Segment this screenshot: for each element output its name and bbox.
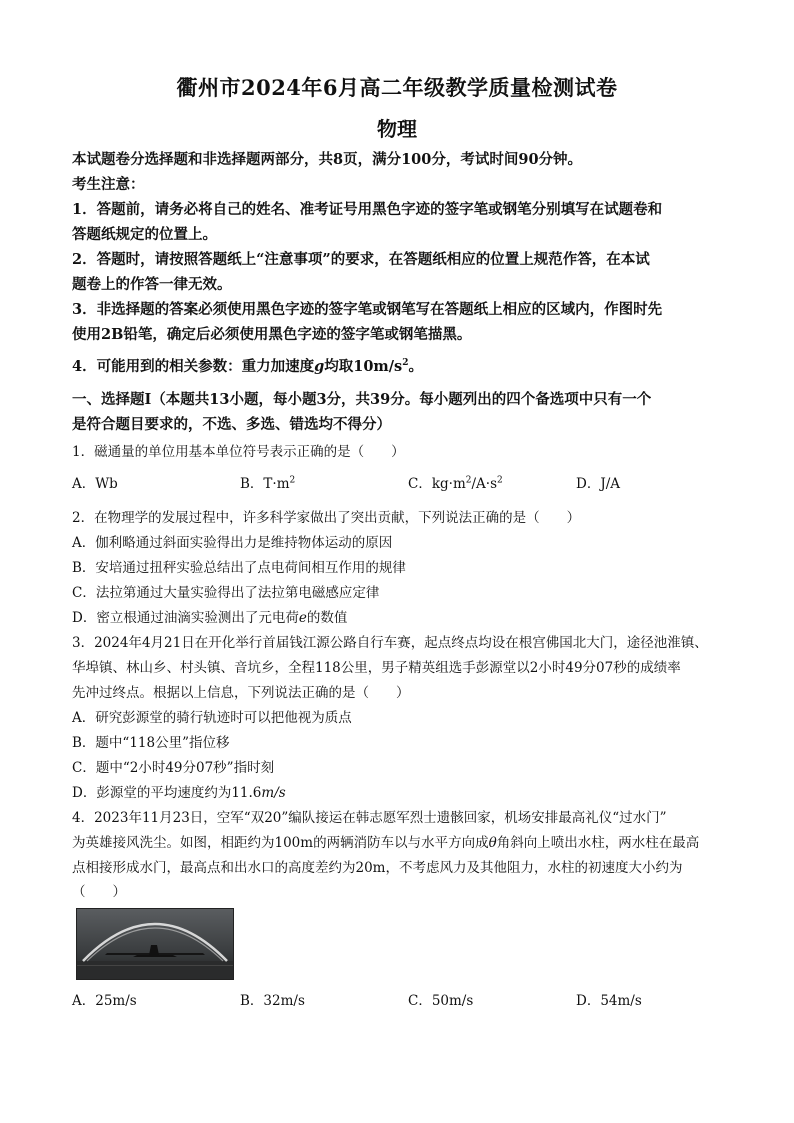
q4-option-d: D．54m/s	[576, 993, 642, 1009]
q2-d-pre: D．密立根通过油滴实验测出了元电荷	[72, 610, 299, 626]
q4-line4: （ ）	[72, 884, 126, 900]
q3-line3: 先冲过终点。根据以上信息，下列说法正确的是（ ）	[72, 685, 410, 701]
notice-3a: 3．非选择题的答案必须使用黑色字迹的签字笔或钢笔写在答题纸上相应的区域内，作图时先	[72, 301, 663, 318]
subject-title: 物理	[377, 117, 417, 141]
q4-line3: 点相接形成水门，最高点和出水口的高度差约为20m，不考虑风力及其他阻力，水柱的初速度大小约为	[72, 860, 683, 876]
notice-label: 考生注意：	[72, 176, 145, 193]
q3-line2: 华埠镇、林山乡、村头镇、音坑乡，全程118公里，男子精英组选手彭源堂以2小时49分07秒的成绩率	[72, 660, 681, 676]
q3-d-unit: m/s	[261, 785, 286, 801]
section1-header-a: 一、选择题Ⅰ（本题共13小题，每小题3分，共39分。每小题列出的四个备选项中只有一个	[72, 391, 652, 408]
q1-option-b	[240, 472, 295, 492]
q1-option-c	[408, 472, 503, 492]
q2-option-c: C．法拉第通过大量实验得出了法拉第电磁感应定律	[72, 585, 380, 601]
q1-stem: 1．磁通量的单位用基本单位符号表示正确的是（ ）	[72, 444, 405, 460]
q3-line1: 3．2024年4月21日在开化举行首届钱江源公路自行车赛，起点终点均设在根宫佛国北大门，途径池淮镇、	[72, 635, 708, 651]
q1-b-pre: B．T·m	[240, 476, 290, 492]
q2-option-a: A．伽利略通过斜面实验得出力是维持物体运动的原因	[72, 535, 393, 551]
q2-option-d	[72, 606, 347, 626]
q2-d-e: e	[298, 610, 307, 626]
notice-3b: 使用2B铅笔，确定后必须使用黑色字迹的签字笔或钢笔描黑。	[72, 326, 472, 343]
intro-text: 本试题卷分选择题和非选择题两部分，共8页，满分100分，考试时间90分钟。	[72, 151, 583, 168]
q2-stem: 2．在物理学的发展过程中，许多科学家做出了突出贡献，下列说法正确的是（ ）	[72, 510, 581, 526]
notice-2b: 题卷上的作答一律无效。	[72, 276, 232, 293]
q1-c-mid: /A·s	[471, 476, 498, 492]
section1-header-b: 是符合题目要求的，不选、多选、错选均不得分）	[72, 416, 391, 433]
q4-option-b: B．32m/s	[240, 993, 305, 1009]
q3-d-pre: D．彭源堂的平均速度约为11.6	[72, 785, 262, 801]
notice-4-mid: 均取10m/s	[324, 358, 403, 375]
q4-l2-end: 角斜向上喷出水柱，两水柱在最高	[496, 835, 700, 851]
q1-b-sup: 2	[289, 475, 296, 486]
q4-option-a: A．25m/s	[72, 993, 137, 1009]
page-title: 衢州市2024年6月高二年级教学质量检测试卷	[176, 75, 618, 100]
q1-c-pre: C．kg·m	[408, 476, 466, 492]
q1-option-d: D．J/A	[576, 476, 621, 492]
notice-2a: 2．答题时，请按照答题纸上“注意事项”的要求，在答题纸相应的位置上规范作答，在本试	[72, 251, 650, 268]
q3-option-c: C．题中“2小时49分07秒”指时刻	[72, 760, 275, 776]
q1-c-sup2: 2	[497, 475, 503, 486]
q3-option-b: B．题中“118公里”指位移	[72, 735, 230, 751]
q1-c-sup1: 2	[465, 475, 472, 486]
q4-line2	[72, 831, 699, 851]
notice-1b: 答题纸规定的位置上。	[72, 226, 217, 243]
notice-4-pre: 4．可能用到的相关参数：重力加速度	[72, 358, 315, 375]
notice-4-sup: 2	[402, 358, 409, 369]
q4-line1: 4．2023年11月23日，空军“双20”编队接运在韩志愿军烈士遗骸回家，机场安排最高礼仪“过水门”	[72, 810, 667, 826]
notice-4-g: g	[314, 358, 325, 375]
q3-option-d	[72, 781, 286, 801]
q4-option-c: C．50m/s	[408, 993, 474, 1009]
q4-l2-pre: 为英雄接风洗尘。如图，相距约为100m的两辆消防车以与水平方向成	[72, 835, 489, 851]
water-gate-illustration	[77, 909, 233, 979]
notice-1a: 1．答题前，请务必将自己的姓名、准考证号用黑色字迹的签字笔或钢笔分别填写在试题卷和	[72, 201, 663, 218]
q1-option-a: A．Wb	[72, 476, 118, 492]
notice-4	[72, 355, 423, 376]
q2-d-end: 的数值	[306, 610, 348, 626]
q4-l2-theta: θ	[488, 835, 497, 851]
notice-4-end: 。	[408, 358, 423, 375]
water-gate-photo	[76, 908, 234, 980]
q3-option-a: A．研究彭源堂的骑行轨迹时可以把他视为质点	[72, 710, 352, 726]
q2-option-b: B．安培通过扭秤实验总结出了点电荷间相互作用的规律	[72, 560, 406, 576]
